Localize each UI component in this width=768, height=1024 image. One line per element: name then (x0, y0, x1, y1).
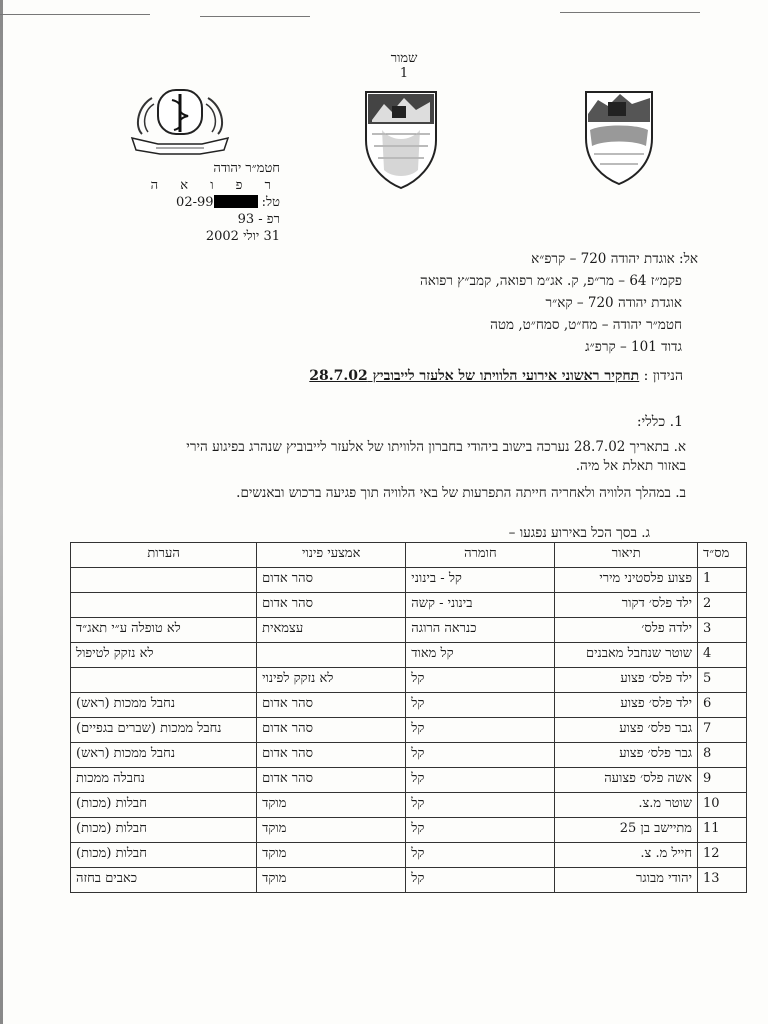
cell-description: חייל מ. צ. (555, 843, 698, 868)
cell-severity: קל (406, 693, 555, 718)
cell-severity: קל (406, 718, 555, 743)
cell-notes: לא טופלה ע״י תאג״ד (71, 618, 257, 643)
table-row (71, 743, 747, 768)
column-header-evacuation: אמצעי פינוי (257, 543, 406, 568)
cell-severity: בינוני - קשה (406, 593, 555, 618)
cell-severity: קל מאוד (406, 643, 555, 668)
cell-description: מתיישב בן 25 (555, 818, 698, 843)
sender-date: 31 יולי 2002 (205, 229, 280, 244)
table-row (71, 668, 747, 693)
cell-notes: נחבל ממכות (ראש) (71, 743, 257, 768)
cell-evacuation: סהר אדום (257, 743, 406, 768)
table-row (71, 843, 747, 868)
subject-title: תחקיר ראשוני אירועי הלוויתו של אלעזר לייבוביץ 28.7.02 (309, 368, 640, 384)
cell-evacuation: סהר אדום (257, 768, 406, 793)
cell-description: יהודי מבוגר (555, 868, 698, 893)
cell-evacuation: עצמאית (257, 618, 406, 643)
paragraph-a: א. בתאריך 28.7.02 נערכה בישוב ביהודי בחברון הלוויתו של אלעזר לייבוביץ שנהרג בפיגוע הירי באזור תאלת אל מיה. (186, 439, 686, 474)
cell-serial: 6 (698, 693, 747, 718)
scan-edge (0, 0, 3, 1024)
subject-label: הנידון : (643, 368, 683, 384)
sender-phone-line (130, 194, 280, 211)
cell-serial: 5 (698, 668, 747, 693)
cell-evacuation: מוקד (257, 843, 406, 868)
cell-serial: 13 (698, 868, 747, 893)
cell-notes (71, 568, 257, 593)
table-row (71, 643, 747, 668)
table-row (71, 618, 747, 643)
cell-severity: קל (406, 793, 555, 818)
cell-serial: 8 (698, 743, 747, 768)
sender-department: ר פ ו א ה (150, 178, 280, 193)
section-heading: 1. כללי: (636, 414, 683, 430)
column-header-notes: הערות (71, 543, 257, 568)
recipient-line: אל: אוגדת יהודה 720 – קרפ״א (531, 251, 698, 267)
cell-description: גבר פלס׳ פצוע (555, 718, 698, 743)
cell-evacuation (257, 643, 406, 668)
cell-severity: קל (406, 868, 555, 893)
cell-notes: כאבים בחזה (71, 868, 257, 893)
table-row (71, 768, 747, 793)
phone-number: 02-99 (176, 195, 214, 210)
brigade-shield-emblem-icon (582, 86, 656, 186)
medical-corps-emblem-icon (128, 84, 232, 156)
cell-serial: 11 (698, 818, 747, 843)
cell-evacuation: סהר אדום (257, 593, 406, 618)
column-header-description: תיאור (555, 543, 698, 568)
cell-severity: קל (406, 743, 555, 768)
sender-unit: חטמ״ר יהודה (213, 161, 280, 176)
cell-description: שוטר מ.צ. (555, 793, 698, 818)
redaction-bar (214, 195, 258, 208)
recipient-line: גדוד 101 – קרפ״ג (585, 339, 682, 355)
cell-evacuation: מוקד (257, 868, 406, 893)
sender-reference: רפ - 93 (237, 212, 280, 227)
cell-notes: נחבלה ממכות (71, 768, 257, 793)
cell-evacuation: מוקד (257, 818, 406, 843)
cell-description: ילד פלס׳ דקור (555, 593, 698, 618)
subject-line (83, 368, 683, 385)
cell-evacuation: סהר אדום (257, 693, 406, 718)
cell-evacuation: סהר אדום (257, 718, 406, 743)
recipient-line: אוגדת יהודה 720 – קא״ר (545, 295, 682, 311)
sender-block (130, 160, 280, 245)
column-header-serial: מס״ד (698, 543, 747, 568)
cell-serial: 12 (698, 843, 747, 868)
cell-serial: 3 (698, 618, 747, 643)
cell-description: ילדה פלס׳ (555, 618, 698, 643)
cell-serial: 10 (698, 793, 747, 818)
cell-description: אשה פלס׳ פצועה (555, 768, 698, 793)
cell-severity: קל (406, 768, 555, 793)
table-row (71, 693, 747, 718)
table-row (71, 818, 747, 843)
cell-evacuation: סהר אדום (257, 568, 406, 593)
cell-notes: חבלות (מכות) (71, 818, 257, 843)
column-header-severity: חומרה (406, 543, 555, 568)
cell-serial: 7 (698, 718, 747, 743)
cell-severity: קל (406, 843, 555, 868)
recipient-line: חטמ״ר יהודה – מח״ט, סמח״ט, מטה (490, 317, 682, 333)
scan-artifact-line (200, 16, 310, 17)
table-row (71, 568, 747, 593)
table-header-row (71, 543, 747, 568)
paragraph-c: ג. בסך הכל באירוע נפגעו – (508, 525, 650, 541)
district-shield-emblem-icon (362, 86, 440, 190)
cell-description: ילד פלס׳ פצוע (555, 668, 698, 693)
cell-description: גבר פלס׳ פצוע (555, 743, 698, 768)
cell-evacuation: מוקד (257, 793, 406, 818)
cell-notes: נחבל ממכות (ראש) (71, 693, 257, 718)
classification-label: שמור (390, 51, 418, 66)
table-row (71, 593, 747, 618)
cell-severity: קל - בינוני (406, 568, 555, 593)
cell-notes: חבלות (מכות) (71, 843, 257, 868)
cell-serial: 9 (698, 768, 747, 793)
cell-evacuation: לא נזקק לפינוי (257, 668, 406, 693)
cell-description: ילד פלס׳ פצוע (555, 693, 698, 718)
cell-notes (71, 593, 257, 618)
recipient-line: פקמ״ז 64 – מר״פ, ק. אג״מ רפואה, קמב״ץ רפואה (419, 273, 682, 289)
cell-severity: כנראה הרוגה (406, 618, 555, 643)
page-number: 1 (399, 66, 409, 81)
phone-label: טל: (261, 195, 280, 210)
cell-serial: 1 (698, 568, 747, 593)
scan-artifact-line (0, 14, 150, 15)
paragraph-b: ב. במהלך הלוויה ולאחריה חייתה התפרעות של באי הלוויה תוך פגיעה ברכוש ובאנשים. (236, 485, 686, 501)
cell-notes: חבלות (מכות) (71, 793, 257, 818)
cell-severity: קל (406, 668, 555, 693)
cell-serial: 4 (698, 643, 747, 668)
table-row (71, 793, 747, 818)
scan-artifact-line (560, 12, 700, 13)
casualties-table (70, 542, 747, 893)
cell-notes: נחבל ממכות (שברים בגפיים) (71, 718, 257, 743)
cell-description: פצוע פלסטיני מירי (555, 568, 698, 593)
cell-notes: לא נזקק לטיפול (71, 643, 257, 668)
table-row (71, 868, 747, 893)
cell-severity: קל (406, 818, 555, 843)
recipients-list (298, 248, 698, 358)
cell-description: שוטר שנחבל מאבנים (555, 643, 698, 668)
cell-serial: 2 (698, 593, 747, 618)
cell-notes (71, 668, 257, 693)
table-row (71, 718, 747, 743)
